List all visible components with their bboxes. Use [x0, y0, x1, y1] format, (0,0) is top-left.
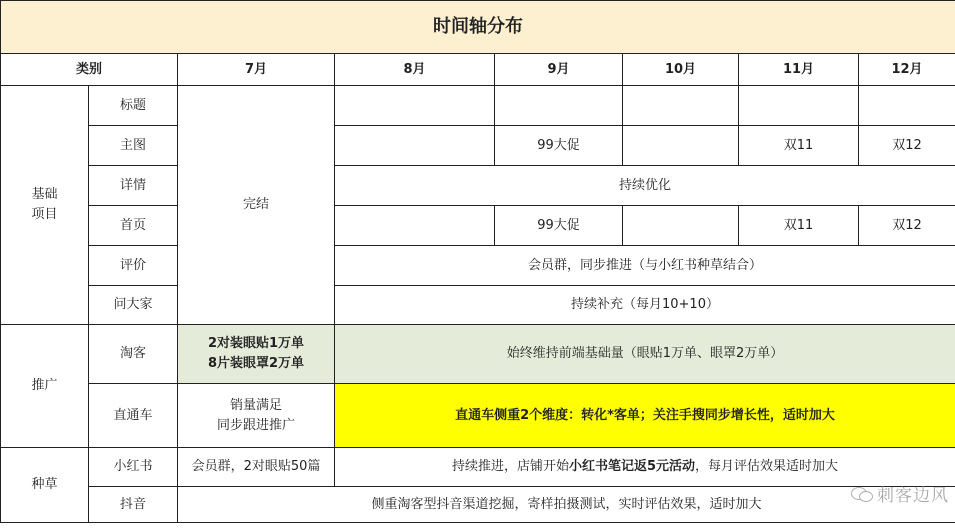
group-promo: 推广 — [1, 325, 89, 448]
row-label-main-image: 主图 — [89, 126, 178, 166]
cell-main-dec: 双12 — [859, 126, 955, 166]
row-label-title: 标题 — [89, 86, 178, 126]
row-label-homepage: 首页 — [89, 206, 178, 246]
taoke-july-line-2: 8片装眼罩2万单 — [207, 356, 305, 371]
row-label-douyin: 抖音 — [89, 487, 178, 523]
header-month-oct: 10月 — [623, 54, 739, 86]
row-label-taoke: 淘客 — [89, 325, 178, 384]
group-basic: 基础 项目 — [1, 86, 89, 325]
cell-detail-span: 持续优化 — [335, 166, 955, 206]
taoke-july-line-1: 2对装眼贴1万单 — [207, 336, 305, 351]
group-seeding: 种草 — [1, 448, 89, 523]
header-month-dec: 12月 — [859, 54, 955, 86]
cell-home-sep: 99大促 — [495, 206, 623, 246]
row-label-zhitongche: 直通车 — [89, 384, 178, 448]
cell-title-oct — [623, 86, 739, 126]
cell-title-aug — [335, 86, 495, 126]
cell-july-basic: 完结 — [178, 86, 335, 325]
ztc-july-line-1: 销量满足 — [229, 397, 282, 413]
header-category: 类别 — [1, 54, 178, 86]
cell-main-oct — [623, 126, 739, 166]
wechat-icon — [851, 485, 873, 503]
xhs-text-highlight: 小红书笔记返5元活动 — [568, 459, 696, 474]
header-month-aug: 8月 — [335, 54, 495, 86]
header-month-jul: 7月 — [178, 54, 335, 86]
row-label-detail: 详情 — [89, 166, 178, 206]
cell-taoke-span: 始终维持前端基础量（眼贴1万单、眼罩2万单） — [335, 325, 955, 384]
cell-main-aug — [335, 126, 495, 166]
cell-taoke-july — [178, 325, 335, 384]
row-label-ask: 问大家 — [89, 286, 178, 325]
watermark — [851, 481, 949, 506]
cell-home-oct — [623, 206, 739, 246]
cell-title-sep — [495, 86, 623, 126]
watermark-text: 刺客边风 — [877, 486, 949, 506]
cell-main-sep: 99大促 — [495, 126, 623, 166]
cell-main-nov: 双11 — [739, 126, 859, 166]
cell-title-nov — [739, 86, 859, 126]
cell-home-dec: 双12 — [859, 206, 955, 246]
header-month-sep: 9月 — [495, 54, 623, 86]
cell-douyin-span: 侧重淘客型抖音渠道挖掘，寄样拍摄测试，实时评估效果，适时加大 — [178, 487, 955, 523]
cell-home-nov: 双11 — [739, 206, 859, 246]
row-label-review: 评价 — [89, 246, 178, 286]
cell-ask-span: 持续补充（每月10+10） — [335, 286, 955, 325]
cell-review-span: 会员群，同步推进（与小红书种草结合） — [335, 246, 955, 286]
header-month-nov: 11月 — [739, 54, 859, 86]
ztc-july-line-2: 同步跟进推广 — [216, 417, 295, 433]
cell-title-dec — [859, 86, 955, 126]
cell-xhs-july: 会员群，2对眼贴50篇 — [178, 448, 335, 487]
cell-ztc-span: 直通车侧重2个维度：转化*客单；关注手搜同步增长性，适时加大 — [335, 384, 955, 448]
cell-ztc-july — [178, 384, 335, 448]
row-label-xiaohongshu: 小红书 — [89, 448, 178, 487]
cell-home-aug — [335, 206, 495, 246]
xhs-text-c: ，每月评估效果适时加大 — [695, 459, 839, 474]
xhs-text-a: 持续推进，店铺开始 — [451, 459, 569, 474]
page-title: 时间轴分布 — [1, 1, 955, 54]
